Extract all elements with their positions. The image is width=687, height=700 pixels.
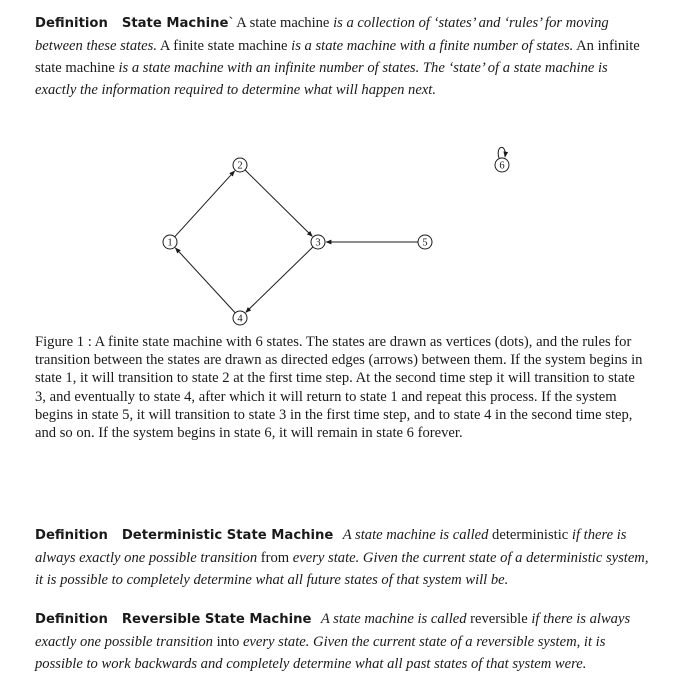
text-run: A state machine is called: [317, 611, 471, 627]
state-node-1: [163, 235, 177, 249]
text-run: from: [260, 550, 290, 566]
state-node-3: [311, 235, 325, 249]
text-run: is a state machine with an infinite number of states. The ‘state’ of a state machine is exactly the information required to determine what will happen next.: [35, 60, 608, 98]
text-run: A finite state machine: [157, 38, 292, 54]
definition-term: Deterministic State Machine: [121, 528, 334, 543]
state-label: 4: [237, 313, 243, 325]
definition-paragraph: [35, 524, 650, 591]
text-run: every state. Given the current state of a reversible system, it is possible to work backwards and completely determine what all past states of that system were.: [35, 634, 606, 672]
definition-paragraph: [35, 608, 650, 675]
text-run: A state machine is called: [339, 527, 493, 543]
definition-term: Reversible State Machine: [121, 612, 312, 627]
state-label: 1: [167, 237, 173, 249]
definition-deterministic: [35, 524, 650, 591]
edge-2-to-3: [245, 170, 312, 236]
definition-label: Definition: [35, 612, 108, 627]
term-mark: `: [228, 15, 234, 31]
state-label: 2: [237, 160, 243, 172]
text-run: if there is always exactly one possible transition: [35, 611, 631, 650]
edge-4-to-1: [175, 248, 235, 313]
definition-reversible: [35, 608, 650, 675]
text-run: A state machine: [233, 15, 334, 31]
self-loop-edge-6: [498, 147, 505, 158]
text-run: is a state machine with a finite number of states.: [291, 38, 574, 54]
text-run: reversible: [470, 611, 528, 627]
state-node-6: [495, 158, 509, 172]
text-run: An infinite state machine: [35, 38, 640, 76]
definition-label: Definition: [35, 16, 108, 31]
state-node-2: [233, 158, 247, 172]
figure-label: Figure 1: [35, 334, 85, 350]
text-run: into: [216, 634, 240, 650]
edge-1-to-2: [175, 171, 235, 237]
caption-text: : A finite state machine with 6 states. The states are drawn as vertices (dots), and the rules for transition between the states are drawn as directed edges (arrows) between them. If the system begins in state 1, it will transition to state 2 at the first time step. At the second time step it will transition to state 3, and eventually to state 4, after which it will return to state 1 and repeat this process. If the system begins in state 5, it will transition to state 3 in the first time step, and to state 4 in the second time step, and so on. If the system begins in state 6, it will remain in state 6 forever.: [35, 334, 643, 442]
definition-term: State Machine: [121, 16, 229, 31]
definition-paragraph: [35, 12, 650, 101]
definition-label: Definition: [35, 528, 108, 543]
text-run: is a collection of ‘states’ and ‘rules’ for moving between these states.: [35, 15, 609, 54]
edge-3-to-4: [246, 247, 313, 313]
text-run: every state. Given the current state of a deterministic system, it is possible to completely determine what all future states of that system will be.: [35, 550, 649, 588]
text-run: if there is always exactly one possible transition: [35, 527, 627, 566]
definition-state-machine: [35, 12, 650, 101]
edges-layer: [175, 147, 506, 313]
state-node-4: [233, 311, 247, 325]
state-node-5: [418, 235, 432, 249]
state-label: 3: [315, 237, 321, 249]
state-label: 5: [422, 237, 428, 249]
figure-caption: [35, 333, 647, 442]
state-label: 6: [499, 160, 505, 172]
text-run: deterministic: [492, 527, 569, 543]
caption-paragraph: [35, 333, 647, 442]
state-machine-diagram: [140, 140, 540, 340]
